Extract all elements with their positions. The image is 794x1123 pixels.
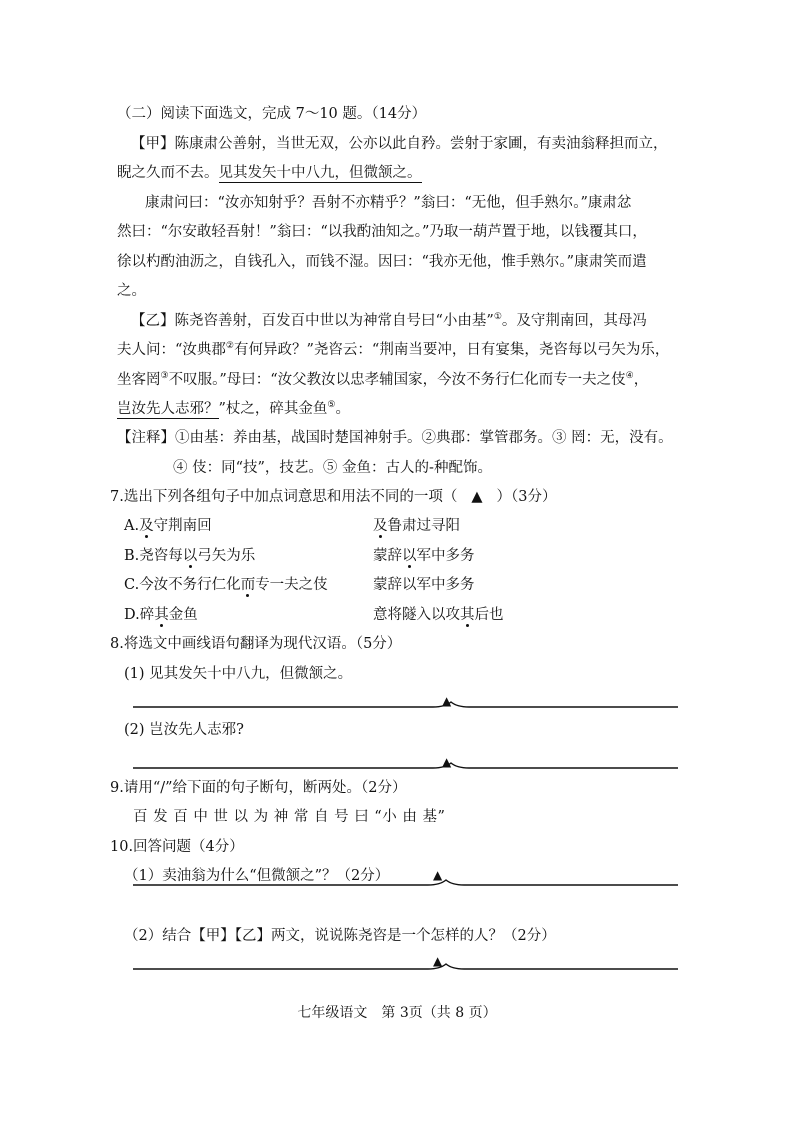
passage-a-line-4: 然曰：“尔安敢轻吾射！”翁曰：“以我酌油知之。”乃取一葫芦置于地，以钱覆其口， xyxy=(117,224,647,240)
q7-option-b[interactable] xyxy=(124,546,255,566)
footnote-marker-4: ④ xyxy=(625,371,634,381)
q7-option-c-compare xyxy=(373,575,475,595)
passage-a-text-1: 陈康肃公善射，当世无双，公亦以此自矜。尝射于家圃，有卖油翁释担而立， xyxy=(174,136,668,152)
dotted-word: 及 xyxy=(373,518,388,534)
option-left-text: 守荆南回 xyxy=(153,518,212,534)
option-left-text: 尧咨每 xyxy=(139,548,183,564)
q7-option-a-compare xyxy=(373,516,460,536)
q7-option-c[interactable] xyxy=(124,575,328,595)
page-footer: 七年级语文 第 3页（共 8 页） xyxy=(297,1005,497,1021)
q10-sub1-answer-line[interactable] xyxy=(133,868,678,890)
dotted-word: 以 xyxy=(182,548,198,564)
passage-b-text-3b: 不叹服。”母曰：“汝父教汝以忠孝辅国家，今汝不务行仁化而专一夫之伎 xyxy=(168,372,626,388)
footnote-marker-3: ③ xyxy=(160,371,169,381)
dotted-word: 及 xyxy=(139,518,154,534)
passage-b-line-2 xyxy=(117,340,669,360)
option-label: A. xyxy=(124,518,140,534)
option-left-text: 今汝不务行仁化 xyxy=(139,577,241,593)
option-left-text: 金鱼 xyxy=(168,607,198,623)
q8-sub1-answer-mark: ▲ xyxy=(442,694,452,708)
passage-a-underlined-sentence: 见其发矢十中八九，但微颔之。 xyxy=(218,165,422,181)
q7-stem xyxy=(110,487,556,507)
passage-b-text-3a: 坐客罔 xyxy=(117,372,161,388)
passage-a-line-6: 之。 xyxy=(117,283,146,299)
notes-label: 【注释】 xyxy=(117,430,175,446)
q8-sub2-answer-line[interactable] xyxy=(133,751,678,773)
footnote-marker-5: ⑤ xyxy=(327,400,336,410)
passage-a-text-2-prefix: 睨之久而不去。 xyxy=(117,165,219,181)
option-right-text: 后也 xyxy=(474,607,504,623)
section-title: （二）阅读下面选文，完成 7～10 题。（14分） xyxy=(117,106,427,122)
option-right-text: 蒙辞 xyxy=(373,548,402,564)
passage-b-tag: 【乙】 xyxy=(131,313,175,329)
q10-sub2-answer-line[interactable] xyxy=(133,952,678,974)
passage-a-line-5: 徐以杓酌油沥之，自钱孔入，而钱不湿。因曰：“我亦无他，惟手熟尔。”康肃笑而遣 xyxy=(117,254,647,270)
q9-sentence[interactable]: 百 发 百 中 世 以 为 神 常 自 号 曰 “小 由 基” xyxy=(133,809,446,825)
option-label: B. xyxy=(124,548,140,564)
q8-sub1: (1) 见其发矢十中八九，但微颔之。 xyxy=(124,666,353,682)
q8-stem: 8.将选文中画线语句翻译为现代汉语。（5分） xyxy=(110,636,402,652)
q7-option-b-compare xyxy=(373,546,475,566)
option-right-text: 军中多务 xyxy=(416,548,475,564)
q7-answer-blank[interactable]: ▲ xyxy=(471,489,483,505)
q7-option-d[interactable] xyxy=(124,605,198,625)
passage-b-text-1-tail: 。及守荆南回，其母冯 xyxy=(501,313,647,329)
notes-line-1 xyxy=(117,428,673,448)
dotted-word: 以 xyxy=(402,548,417,564)
dotted-word: 其 xyxy=(154,607,169,623)
q7-stem-text: 7.选出下列各组句子中加点词意思和用法不同的一项（ xyxy=(110,489,458,505)
q10-sub2: （2）结合【甲】【乙】两文，说说陈尧咨是一个怎样的人？（2分） xyxy=(124,928,556,944)
notes-line-2: ④ 伎：同“技”，技艺。⑤ 金鱼：古人的-种配饰。 xyxy=(173,460,492,476)
q10-sub1-answer-mark: ▲ xyxy=(433,868,443,882)
passage-a-line-1 xyxy=(131,134,668,154)
q10-stem: 10.回答问题（4分） xyxy=(110,839,244,855)
passage-b-text-2a: 夫人问：“汝典郡 xyxy=(117,342,226,358)
passage-a-line-3: 康肃问曰：“汝亦知射乎？吾射不亦精乎？”翁曰：“无他，但手熟尔。”康肃忿 xyxy=(145,195,632,211)
q8-sub2: (2) 岂汝先人志邪? xyxy=(124,722,244,738)
q8-sub2-answer-mark: ▲ xyxy=(442,755,452,769)
passage-b-line-1 xyxy=(131,311,647,331)
passage-b-text-2b: 有何异政？”尧咨云：“荆南当要冲，日有宴集，尧咨每以弓矢为乐， xyxy=(234,342,670,358)
q7-stem-end: ）（3分） xyxy=(496,489,557,505)
q7-option-d-compare xyxy=(373,605,504,625)
footnote-marker-1: ① xyxy=(493,312,502,322)
option-right-text: 意将隧入以攻 xyxy=(373,607,460,623)
option-label: C. xyxy=(124,577,140,593)
passage-b-line-4 xyxy=(117,399,350,419)
passage-b-text-4-end: 。 xyxy=(335,401,350,417)
q7-option-a[interactable] xyxy=(124,516,212,536)
passage-b-text-4-tail: ”杖之，碎其金鱼 xyxy=(218,401,328,417)
q10-sub1: （1）卖油翁为什么“但微颔之”？（2分） xyxy=(124,868,390,884)
dotted-word: 其 xyxy=(460,607,475,623)
q9-stem: 9.请用“/”给下面的句子断句，断两处。（2分） xyxy=(110,780,407,796)
option-left-text: 弓矢为乐 xyxy=(197,548,256,564)
passage-a-tag: 【甲】 xyxy=(131,136,175,152)
dotted-word: 而 xyxy=(240,577,256,593)
passage-b-text-1: 陈尧咨善射，百发百中世以为神常自号曰“小由基” xyxy=(174,313,494,329)
option-right-text: 鲁肃过寻阳 xyxy=(387,518,460,534)
passage-a-line-2 xyxy=(117,163,422,183)
passage-b-line-3 xyxy=(117,370,648,390)
option-left-text: 碎 xyxy=(139,607,155,623)
passage-b-text-3c: ， xyxy=(633,372,649,388)
q8-sub1-answer-line[interactable] xyxy=(133,690,678,712)
q10-sub2-answer-mark: ▲ xyxy=(433,954,443,968)
option-left-text: 专一夫之伎 xyxy=(255,577,328,593)
footnote-marker-2: ② xyxy=(225,341,234,351)
option-right-text: 蒙辞以军中多务 xyxy=(373,577,475,593)
option-label: D. xyxy=(124,607,140,623)
passage-b-underlined-sentence: 岂汝先人志邪？ xyxy=(117,401,219,417)
notes-text-1: ①由基：养由基，战国时楚国神射手。②典郡：掌管郡务。③ 罔：无，没有。 xyxy=(175,430,673,446)
